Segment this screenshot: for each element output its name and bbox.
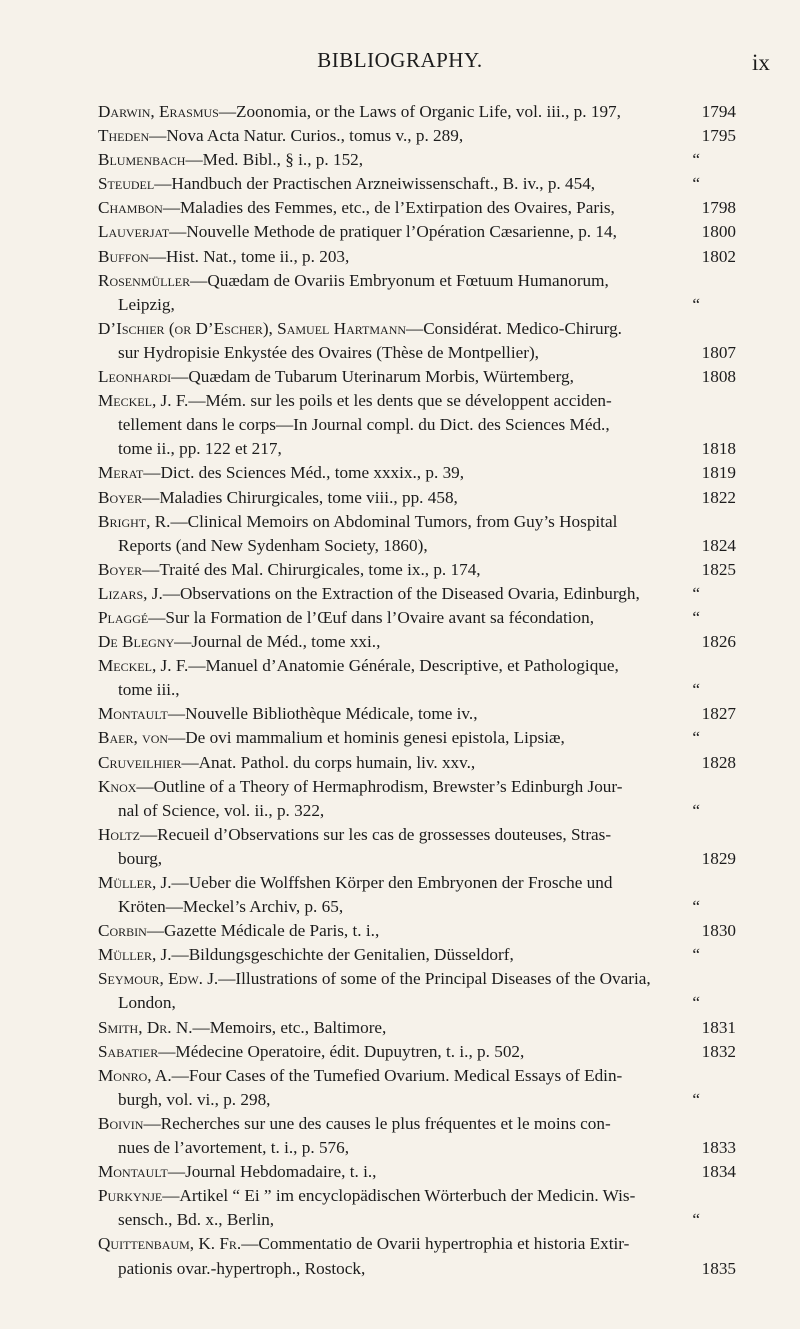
author-name: Baer, von bbox=[98, 728, 169, 748]
entry-line bbox=[98, 461, 736, 485]
entry-text: —Nova Acta Natur. Curios., tomus v., p. 289, bbox=[149, 126, 464, 146]
author-name: Cruveilhier bbox=[98, 752, 182, 772]
bibliography-entry bbox=[98, 1016, 736, 1040]
entry-line bbox=[98, 413, 736, 437]
bibliography-entry bbox=[98, 1232, 736, 1280]
entry-line bbox=[98, 245, 736, 269]
entry-year: “ bbox=[692, 897, 700, 917]
entry-line bbox=[98, 172, 736, 196]
entry-year: 1827 bbox=[701, 704, 736, 724]
entry-year: 1825 bbox=[701, 559, 736, 579]
bibliography-entry bbox=[98, 871, 736, 919]
entry-text: —Artikel “ Ei ” im encyclopädischen Wörterbuch der Medicin. Wis- bbox=[162, 1186, 636, 1206]
bibliography-entry bbox=[98, 245, 736, 269]
author-name: Holtz bbox=[98, 824, 140, 844]
entry-text: —Médecine Operatoire, édit. Dupuytren, t. i., p. 502, bbox=[158, 1041, 525, 1061]
entry-line bbox=[98, 510, 736, 534]
entry-line bbox=[98, 991, 736, 1015]
entry-line bbox=[98, 654, 736, 678]
author-name: Monro, A. bbox=[98, 1065, 172, 1085]
entry-text: tome iii., bbox=[118, 680, 180, 700]
entry-line bbox=[98, 943, 736, 967]
entry-line bbox=[98, 534, 736, 558]
bibliography-entry bbox=[98, 919, 736, 943]
entry-line bbox=[98, 365, 736, 389]
entry-text: —Mém. sur les poils et les dents que se développent acciden- bbox=[188, 391, 612, 411]
entry-line bbox=[98, 196, 736, 220]
entry-text: —Four Cases of the Tumefied Ovarium. Medical Essays of Edin- bbox=[171, 1065, 623, 1085]
entry-year: 1829 bbox=[701, 848, 736, 868]
entry-text: —Clinical Memoirs on Abdominal Tumors, from Guy’s Hospital bbox=[170, 511, 618, 531]
entry-text: —De ovi mammalium et hominis genesi epistola, Lipsiæ, bbox=[168, 728, 565, 748]
author-name: Chambon bbox=[98, 198, 163, 218]
entry-text: —Hist. Nat., tome ii., p. 203, bbox=[148, 246, 350, 266]
entry-text: —Nouvelle Bibliothèque Médicale, tome iv., bbox=[167, 704, 478, 724]
entry-text: —Manuel d’Anatomie Générale, Descriptive, et Pathologique, bbox=[188, 656, 619, 676]
author-name: Meckel, J. F. bbox=[98, 656, 189, 676]
entry-line bbox=[98, 293, 736, 317]
bibliography-entry bbox=[98, 823, 736, 871]
entry-text: —Gazette Médicale de Paris, t. i., bbox=[146, 921, 380, 941]
entry-text: burgh, vol. vi., p. 298, bbox=[118, 1089, 271, 1109]
entry-text: —Journal Hebdomadaire, t. i., bbox=[167, 1162, 377, 1182]
author-name: Meckel, J. F. bbox=[98, 391, 189, 411]
entry-line bbox=[98, 1257, 736, 1281]
entry-line bbox=[98, 1088, 736, 1112]
entry-line bbox=[98, 1160, 736, 1184]
bibliography-entry bbox=[98, 365, 736, 389]
entry-text: —Maladies Chirurgicales, tome viii., pp. 458, bbox=[142, 487, 458, 507]
author-name: Boivin bbox=[98, 1113, 144, 1133]
entry-line bbox=[98, 1136, 736, 1160]
author-name: Corbin bbox=[98, 921, 147, 941]
bibliography-entry bbox=[98, 1112, 736, 1160]
entry-text: —Ueber die Wolffshen Körper den Embryonen der Frosche und bbox=[171, 873, 613, 892]
entry-text: —Nouvelle Methode de pratiquer l’Opération Cæsarienne, p. 14, bbox=[169, 222, 617, 242]
bibliography-entry bbox=[98, 100, 736, 124]
entry-line bbox=[98, 847, 736, 871]
entry-year: “ bbox=[692, 294, 700, 314]
entry-year: 1824 bbox=[701, 535, 736, 555]
author-name: Lauverjat bbox=[98, 222, 170, 242]
entry-year: “ bbox=[692, 1210, 700, 1230]
entry-text: bourg, bbox=[118, 848, 163, 868]
entry-line bbox=[98, 1184, 736, 1208]
entry-text: —Memoirs, etc., Baltimore, bbox=[192, 1017, 387, 1037]
author-name: Müller, J. bbox=[98, 945, 172, 965]
bibliography-entry bbox=[98, 967, 736, 1015]
entry-year: 1822 bbox=[701, 487, 736, 507]
entry-text: sur Hydropisie Enkystée des Ovaires (Thèse de Montpellier), bbox=[118, 342, 539, 362]
entry-text: —Traité des Mal. Chirurgicales, tome ix., p. 174, bbox=[142, 559, 481, 579]
entry-year: 1800 bbox=[701, 222, 736, 242]
author-name: Seymour, Edw. J. bbox=[98, 969, 219, 989]
entry-year: 1834 bbox=[701, 1162, 736, 1182]
bibliography-entry bbox=[98, 1040, 736, 1064]
entry-text: —Anat. Pathol. du corps humain, liv. xxv., bbox=[181, 752, 476, 772]
author-name: Rosenmüller bbox=[98, 270, 191, 290]
entry-text: London, bbox=[118, 993, 176, 1013]
entry-year: “ bbox=[692, 1089, 700, 1109]
entry-line bbox=[98, 967, 736, 991]
entry-year: “ bbox=[692, 945, 700, 965]
entry-line bbox=[98, 1040, 736, 1064]
bibliography-entry bbox=[98, 510, 736, 558]
entry-line bbox=[98, 799, 736, 823]
bibliography-entry bbox=[98, 943, 736, 967]
entry-year: 1795 bbox=[701, 126, 736, 146]
entry-text: —Outline of a Theory of Hermaphrodism, Brewster’s Edinburgh Jour- bbox=[136, 776, 623, 796]
entry-year: 1831 bbox=[701, 1017, 736, 1037]
entry-year: “ bbox=[692, 607, 700, 627]
bibliography-entry bbox=[98, 751, 736, 775]
author-name: Merat bbox=[98, 463, 144, 483]
entry-text: —Journal de Méd., tome xxi., bbox=[174, 632, 381, 652]
author-name: Smith, Dr. N. bbox=[98, 1017, 193, 1037]
entry-text: —Dict. des Sciences Méd., tome xxxix., p. 39, bbox=[143, 463, 465, 483]
bibliography-entry bbox=[98, 582, 736, 606]
author-name: Sabatier bbox=[98, 1041, 159, 1061]
entry-year: 1833 bbox=[701, 1138, 736, 1158]
bibliography-entry bbox=[98, 1160, 736, 1184]
entry-year: “ bbox=[692, 993, 700, 1013]
bibliography-entry bbox=[98, 317, 736, 365]
entry-text: —Observations on the Extraction of the Diseased Ovaria, Edinburgh, bbox=[162, 583, 640, 603]
entry-line bbox=[98, 269, 736, 293]
bibliography-entry bbox=[98, 1184, 736, 1232]
author-name: Blumenbach bbox=[98, 150, 186, 170]
entry-text: tome ii., pp. 122 et 217, bbox=[118, 439, 282, 459]
author-name: Leonhardi bbox=[98, 367, 172, 387]
bibliography-entry bbox=[98, 558, 736, 582]
author-name: Darwin, Erasmus bbox=[98, 102, 219, 121]
entry-line bbox=[98, 895, 736, 919]
bibliography-entry bbox=[98, 486, 736, 510]
entry-year: 1835 bbox=[701, 1258, 736, 1278]
bibliography-entry bbox=[98, 461, 736, 485]
author-name: Buffon bbox=[98, 246, 149, 266]
entry-line bbox=[98, 1232, 736, 1256]
author-name: D’Ischier (or D’Escher), Samuel Hartmann bbox=[98, 318, 407, 338]
entry-line bbox=[98, 341, 736, 365]
bibliography-entry bbox=[98, 269, 736, 317]
entry-year: 1802 bbox=[701, 246, 736, 266]
entry-line bbox=[98, 751, 736, 775]
author-name: Müller, J. bbox=[98, 873, 172, 892]
author-name: Knox bbox=[98, 776, 137, 796]
entry-line bbox=[98, 726, 736, 750]
entry-line bbox=[98, 389, 736, 413]
entry-year: “ bbox=[692, 800, 700, 820]
entry-year: 1818 bbox=[701, 439, 736, 459]
entry-text: —Commentatio de Ovarii hypertrophia et historia Extir- bbox=[241, 1234, 630, 1254]
bibliography-entry bbox=[98, 196, 736, 220]
bibliography-entry bbox=[98, 654, 736, 702]
author-name: Theden bbox=[98, 126, 150, 146]
entry-text: —Bildungsgeschichte der Genitalien, Düsseldorf, bbox=[171, 945, 514, 965]
entry-year: 1819 bbox=[701, 463, 736, 483]
entry-year: 1794 bbox=[701, 102, 736, 121]
entry-line bbox=[98, 582, 736, 606]
bibliography-entry bbox=[98, 389, 736, 461]
entry-text: nal of Science, vol. ii., p. 322, bbox=[118, 800, 325, 820]
entry-text: —Handbuch der Practischen Arzneiwissenschaft., B. iv., p. 454, bbox=[154, 174, 596, 194]
entry-line bbox=[98, 1016, 736, 1040]
entry-line bbox=[98, 1208, 736, 1232]
author-name: Bright, R. bbox=[98, 511, 171, 531]
entry-year: “ bbox=[692, 680, 700, 700]
entry-text: —Recueil d’Observations sur les cas de grossesses douteuses, Stras- bbox=[139, 824, 612, 844]
entry-year: 1830 bbox=[701, 921, 736, 941]
bibliography-entry bbox=[98, 124, 736, 148]
entry-line bbox=[98, 919, 736, 943]
entry-line bbox=[98, 702, 736, 726]
entry-line bbox=[98, 124, 736, 148]
page-number: ix bbox=[752, 50, 770, 75]
author-name: Montault bbox=[98, 704, 168, 724]
author-name: Montault bbox=[98, 1162, 168, 1182]
running-title: BIBLIOGRAPHY. bbox=[317, 48, 483, 72]
entry-text: —Illustrations of some of the Principal Diseases of the Ovaria, bbox=[218, 969, 651, 989]
entry-text: Reports (and New Sydenham Society, 1860), bbox=[118, 535, 428, 555]
entry-year: “ bbox=[692, 174, 700, 194]
entry-year: 1828 bbox=[701, 752, 736, 772]
entry-text: —Zoonomia, or the Laws of Organic Life, vol. iii., p. 197, bbox=[218, 102, 621, 121]
author-name: Plaggé bbox=[98, 607, 149, 627]
entry-year: “ bbox=[692, 150, 700, 170]
bibliography-entry bbox=[98, 726, 736, 750]
entry-text: Kröten—Meckel’s Archiv, p. 65, bbox=[118, 897, 344, 917]
entry-line bbox=[98, 317, 736, 341]
entry-line bbox=[98, 148, 736, 172]
bibliography-list bbox=[98, 100, 736, 1281]
author-name: Purkynje bbox=[98, 1186, 163, 1206]
entry-text: nues de l’avortement, t. i., p. 576, bbox=[118, 1138, 350, 1158]
entry-line bbox=[98, 1112, 736, 1136]
author-name: Lizars, J. bbox=[98, 583, 163, 603]
entry-text: pationis ovar.-hypertroph., Rostock, bbox=[118, 1258, 366, 1278]
entry-text: Leipzig, bbox=[118, 294, 175, 314]
entry-text: —Quædam de Ovariis Embryonum et Fœtuum Humanorum, bbox=[190, 270, 609, 290]
entry-year: 1808 bbox=[701, 367, 736, 387]
entry-year: 1826 bbox=[701, 632, 736, 652]
entry-line bbox=[98, 606, 736, 630]
author-name: Steudel bbox=[98, 174, 155, 194]
entry-year: “ bbox=[692, 583, 700, 603]
bibliography-entry bbox=[98, 148, 736, 172]
author-name: Boyer bbox=[98, 487, 143, 507]
entry-line bbox=[98, 871, 736, 895]
bibliography-entry bbox=[98, 630, 736, 654]
entry-year: 1798 bbox=[701, 198, 736, 218]
entry-line bbox=[98, 486, 736, 510]
author-name: Boyer bbox=[98, 559, 143, 579]
bibliography-entry bbox=[98, 220, 736, 244]
entry-line bbox=[98, 437, 736, 461]
entry-line bbox=[98, 558, 736, 582]
entry-text: —Quædam de Tubarum Uterinarum Morbis, Würtemberg, bbox=[171, 367, 574, 387]
entry-year: 1807 bbox=[701, 342, 736, 362]
entry-text: tellement dans le corps—In Journal compl. du Dict. des Sciences Méd., bbox=[118, 415, 610, 435]
entry-text: —Considérat. Medico-Chirurg. bbox=[406, 318, 622, 338]
entry-text: —Sur la Formation de l’Œuf dans l’Ovaire avant sa fécondation, bbox=[148, 607, 595, 627]
author-name: De Blegny bbox=[98, 632, 175, 652]
entry-line bbox=[98, 1064, 736, 1088]
bibliography-entry bbox=[98, 775, 736, 823]
entry-line bbox=[98, 775, 736, 799]
bibliography-entry bbox=[98, 1064, 736, 1112]
entry-line bbox=[98, 630, 736, 654]
entry-text: —Med. Bibl., § i., p. 152, bbox=[185, 150, 364, 170]
entry-line bbox=[98, 100, 736, 124]
entry-text: —Recherches sur une des causes le plus fréquentes et le moins con- bbox=[143, 1113, 611, 1133]
entry-text: sensch., Bd. x., Berlin, bbox=[118, 1210, 275, 1230]
bibliography-entry bbox=[98, 702, 736, 726]
entry-line bbox=[98, 678, 736, 702]
entry-year: 1832 bbox=[701, 1041, 736, 1061]
entry-line bbox=[98, 823, 736, 847]
bibliography-entry bbox=[98, 172, 736, 196]
author-name: Quittenbaum, K. Fr. bbox=[98, 1234, 242, 1254]
entry-year: “ bbox=[692, 728, 700, 748]
entry-line bbox=[98, 220, 736, 244]
entry-text: —Maladies des Femmes, etc., de l’Extirpation des Ovaires, Paris, bbox=[162, 198, 615, 218]
bibliography-entry bbox=[98, 606, 736, 630]
